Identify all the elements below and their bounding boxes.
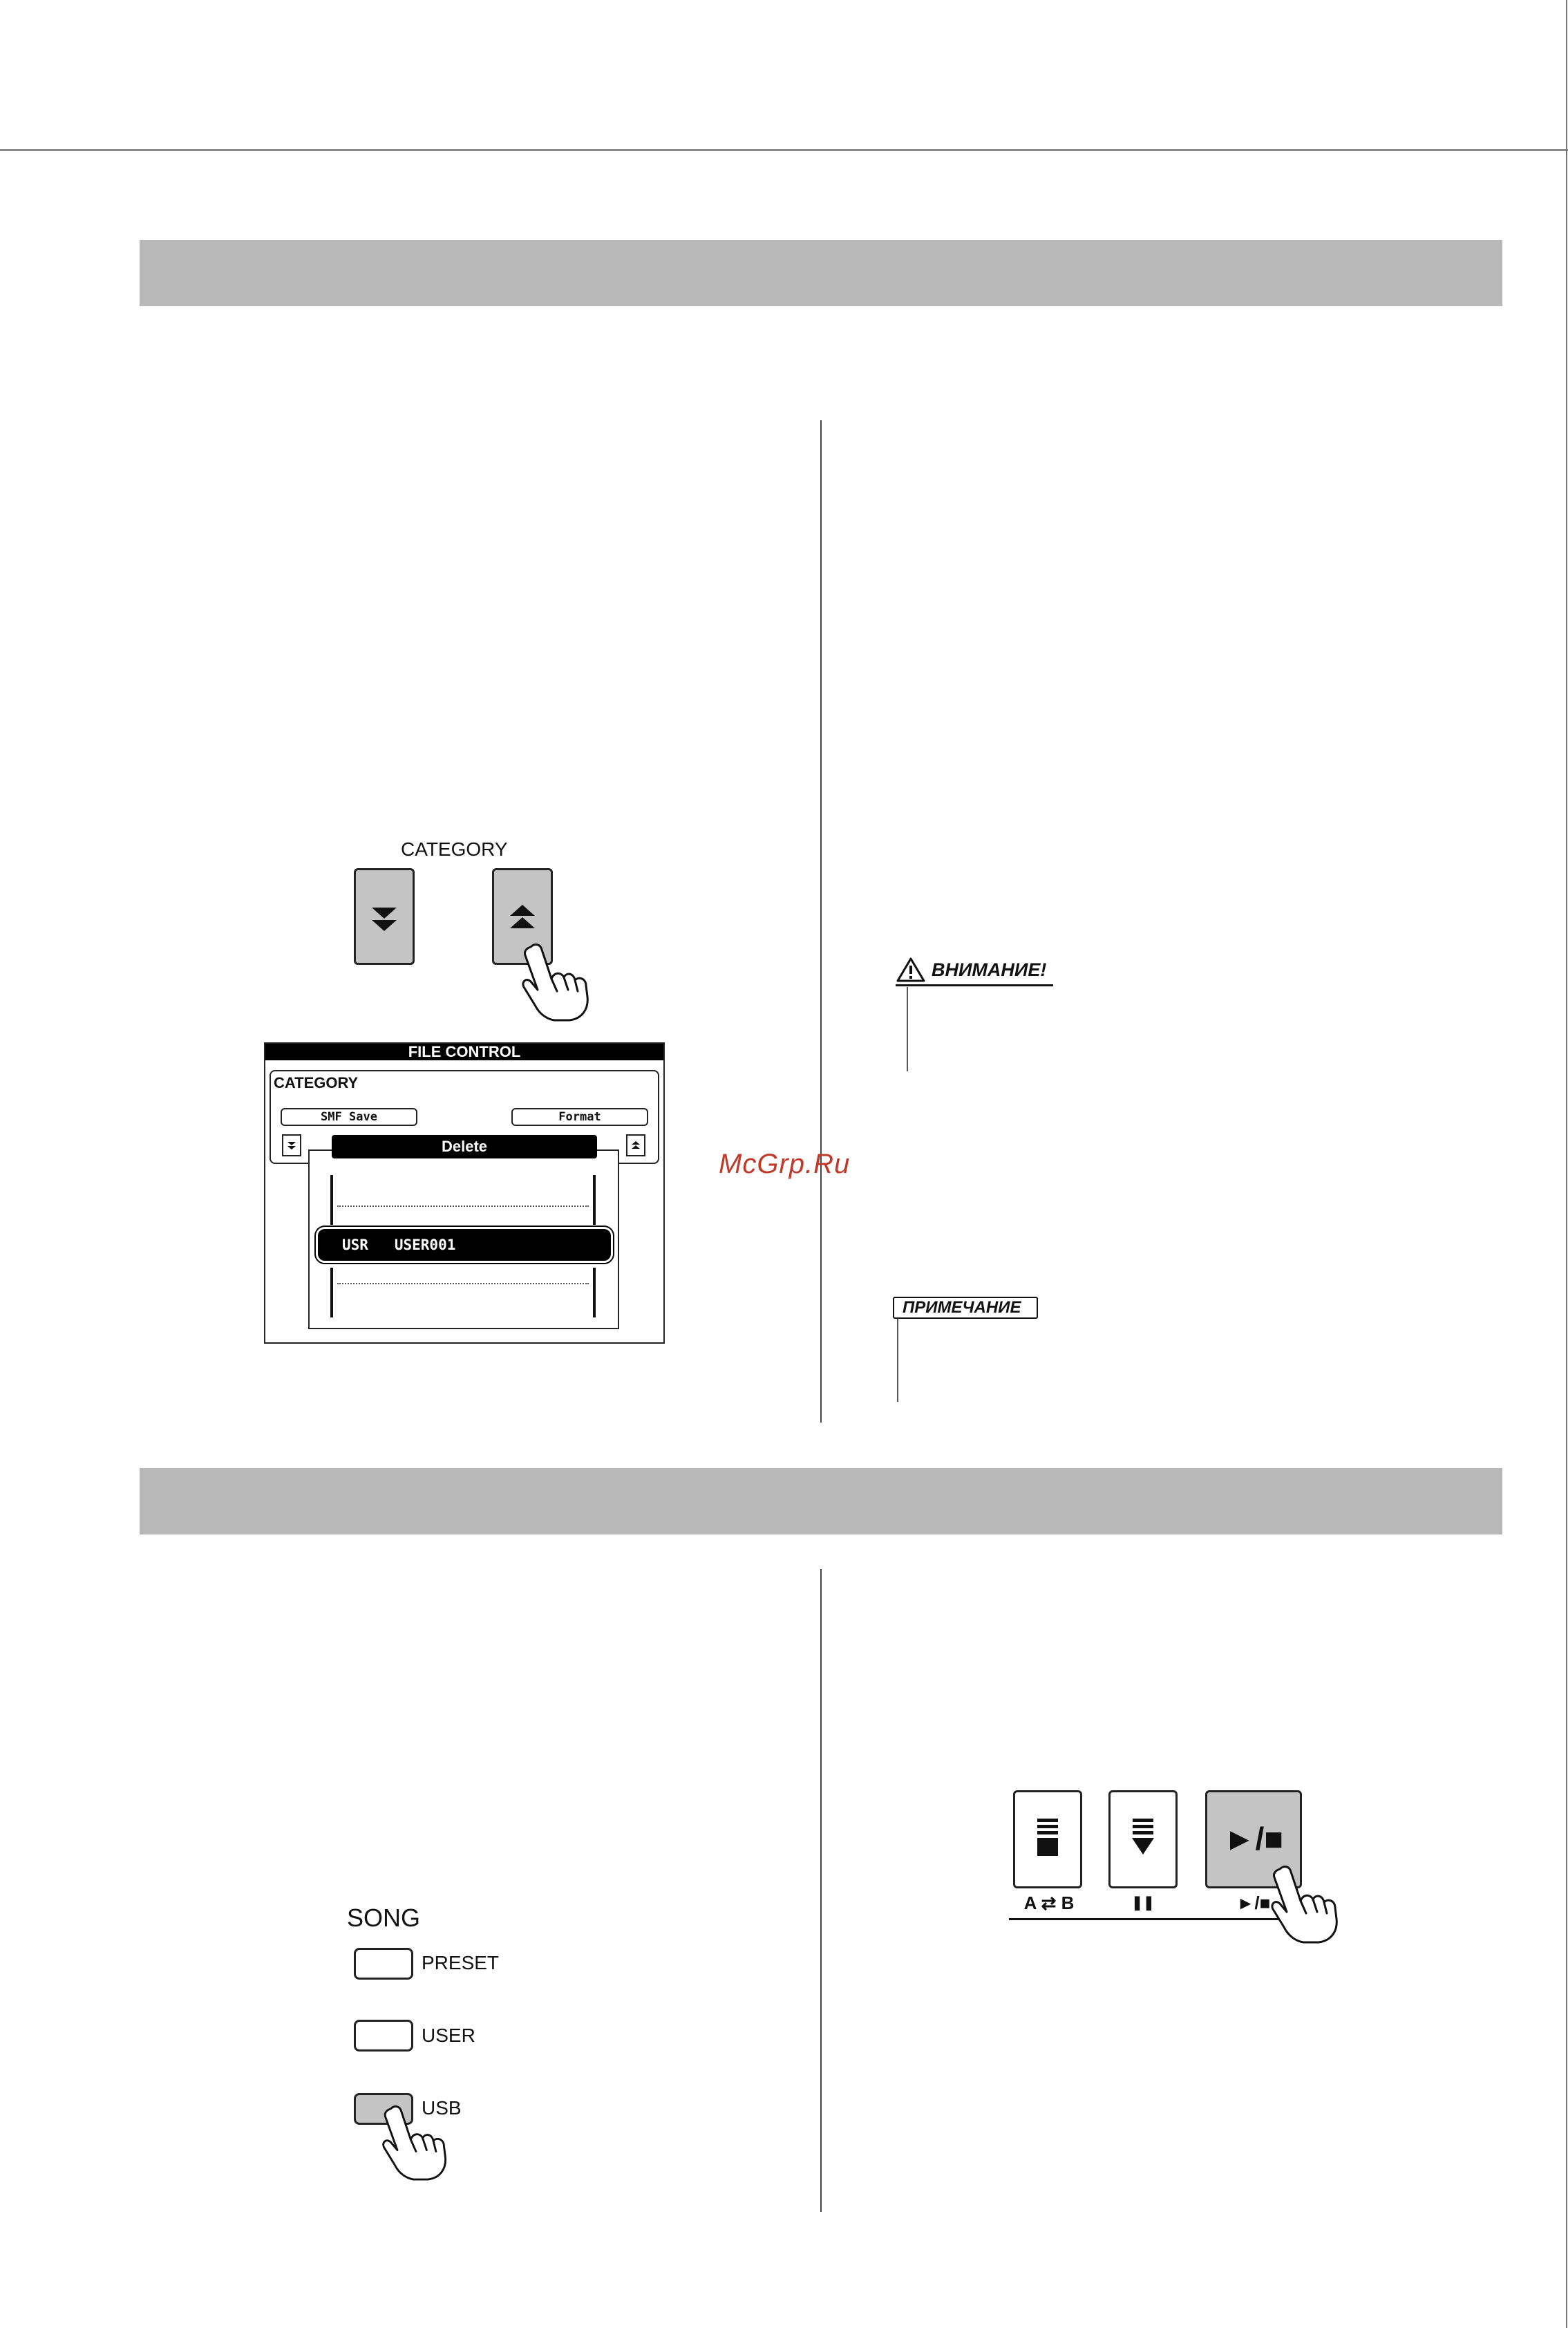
pause-label: ❚❚: [1131, 1895, 1155, 1911]
category-label: CATEGORY: [401, 838, 508, 860]
delete-title: Delete: [332, 1135, 597, 1158]
pause-icon: [1111, 1792, 1175, 1886]
play-stop-button[interactable]: ►/■: [1205, 1790, 1302, 1888]
ab-repeat-label: A ⇄ B: [1023, 1893, 1075, 1913]
warning-underline: [896, 984, 1053, 986]
double-chevron-up-icon: [627, 1136, 644, 1155]
watermark-text: McGrp.Ru: [719, 1149, 851, 1179]
ab-repeat-button[interactable]: [1013, 1790, 1082, 1888]
section-header-band-1: [140, 240, 1502, 306]
play-stop-label: ►/■: [1236, 1893, 1271, 1913]
note-box: [893, 1297, 1038, 1319]
warning-caption: ВНИМАНИЕ!: [932, 959, 1047, 980]
smf-save-option[interactable]: SMF Save: [281, 1108, 417, 1126]
lcd-category-label: CATEGORY: [274, 1074, 359, 1091]
double-chevron-down-icon: [356, 870, 413, 963]
page-top-rule: [0, 149, 1568, 151]
song-preset-button[interactable]: [354, 1948, 413, 1980]
list-bracket-left-bottom: [330, 1268, 333, 1317]
ab-repeat-icon: [1015, 1792, 1080, 1886]
note-side-rule: [897, 1319, 898, 1402]
selected-file-row[interactable]: USR USER001: [318, 1229, 611, 1261]
song-user-label: USER: [422, 2025, 475, 2046]
list-bracket-right-bottom: [593, 1268, 596, 1317]
warning-triangle-icon: [896, 957, 926, 983]
category-down-button[interactable]: [354, 868, 415, 965]
song-usb-label: USB: [422, 2097, 462, 2119]
song-title: SONG: [347, 1904, 421, 1932]
warning-side-rule: [907, 987, 908, 1071]
note-caption: ПРИМЕЧАНИЕ: [903, 1298, 1021, 1317]
pressing-hand-icon: [379, 2101, 452, 2186]
section-header-band-2: [140, 1468, 1502, 1534]
list-separator-1: [337, 1205, 589, 1207]
file-control-title: FILE CONTROL: [265, 1044, 663, 1060]
pressing-hand-icon: [1267, 1864, 1343, 1946]
song-preset-label: PRESET: [422, 1952, 500, 1973]
list-separator-2: [337, 1283, 589, 1284]
song-user-button[interactable]: [354, 2020, 413, 2052]
lcd-scroll-down-button[interactable]: [282, 1134, 301, 1156]
list-bracket-right-top: [593, 1175, 596, 1225]
column-divider-2: [820, 1569, 822, 2212]
column-divider-1: [820, 420, 822, 1423]
list-bracket-left-top: [330, 1175, 333, 1225]
lcd-scroll-up-button[interactable]: [626, 1134, 645, 1156]
format-option[interactable]: Format: [511, 1108, 648, 1126]
transport-baseline: [1009, 1918, 1310, 1920]
page-right-rule: [1566, 0, 1567, 2328]
pause-button[interactable]: [1108, 1790, 1178, 1888]
double-chevron-down-icon: [283, 1136, 300, 1155]
pressing-hand-icon: [518, 941, 594, 1024]
